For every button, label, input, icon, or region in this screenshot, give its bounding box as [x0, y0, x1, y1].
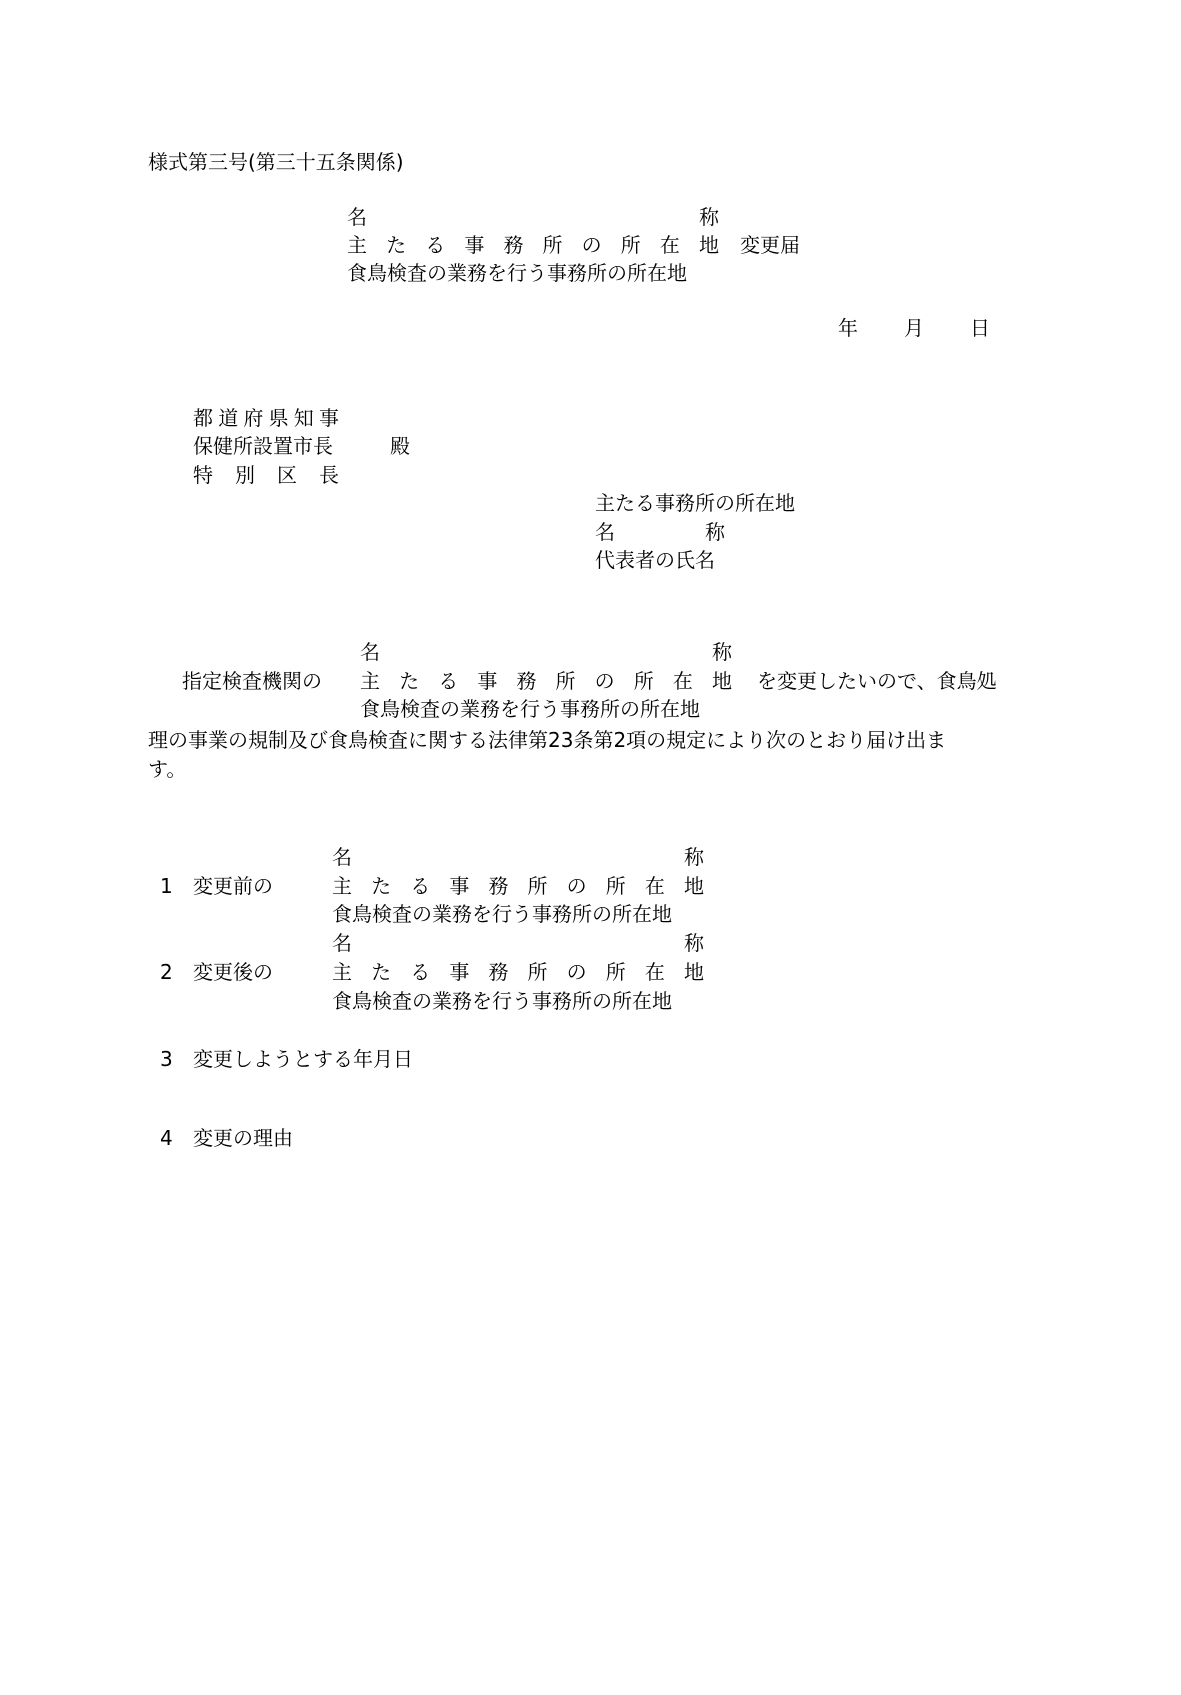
item4-number: 4	[160, 1126, 173, 1150]
applicant-name-label: 名 称	[595, 520, 725, 544]
date-month: 月	[904, 316, 924, 340]
title-line-main-office: 主 た る 事 務 所 の 所 在 地	[347, 233, 719, 257]
addressee-ward-mayor: 特 別 区 長	[193, 463, 339, 487]
addressee-governor-char: 道	[218, 406, 239, 430]
body-opt-name: 名 称	[360, 640, 732, 664]
item2-opt-main-office: 主 た る 事 務 所 の 所 在 地	[332, 960, 704, 984]
item2-opt-name: 名 称	[332, 931, 704, 955]
title-suffix: 変更届	[740, 233, 800, 257]
title-line-name: 名 称	[347, 205, 719, 229]
item1-opt-main-office: 主 た る 事 務 所 の 所 在 地	[332, 874, 704, 898]
item3-number: 3	[160, 1047, 173, 1071]
applicant-address-label: 主たる事務所の所在地	[595, 491, 795, 515]
addressee-honorific: 殿	[390, 434, 410, 458]
body-line-2: 理の事業の規制及び食鳥検査に関する法律第23条第2項の規定により次のとおり届け出ま	[148, 728, 947, 752]
item2-number: 2	[160, 960, 173, 984]
body-line-3: す。	[148, 757, 187, 781]
addressee-governor-char: 事	[318, 406, 339, 430]
addressee-city-mayor: 保健所設置市長	[193, 434, 333, 458]
applicant-rep-label: 代表者の氏名	[595, 548, 715, 572]
body-opt-inspection-office: 食鳥検査の業務を行う事務所の所在地	[360, 697, 700, 721]
addressee-governor-char: 県	[268, 406, 289, 430]
addressee-governor-char: 府	[243, 406, 264, 430]
item1-label: 変更前の	[193, 874, 273, 898]
date-year: 年	[838, 316, 858, 340]
item4-label: 変更の理由	[193, 1126, 293, 1150]
item1-opt-inspection-office: 食鳥検査の業務を行う事務所の所在地	[332, 902, 672, 926]
body-suffix: を変更したいので、食鳥処	[757, 669, 997, 693]
body-prefix: 指定検査機関の	[182, 669, 322, 693]
date-day: 日	[970, 316, 990, 340]
item3-label: 変更しようとする年月日	[193, 1047, 413, 1071]
item1-number: 1	[160, 874, 173, 898]
item2-opt-inspection-office: 食鳥検査の業務を行う事務所の所在地	[332, 989, 672, 1013]
addressee-governor-char: 知	[293, 406, 314, 430]
body-opt-main-office: 主 た る 事 務 所 の 所 在 地	[360, 669, 732, 693]
item1-opt-name: 名 称	[332, 845, 704, 869]
item2-label: 変更後の	[193, 960, 273, 984]
title-line-inspection-office: 食鳥検査の業務を行う事務所の所在地	[347, 261, 687, 285]
addressee-governor-char: 都	[193, 406, 213, 430]
addressee-governor	[193, 406, 339, 430]
form-number: 様式第三号(第三十五条関係)	[148, 150, 404, 174]
